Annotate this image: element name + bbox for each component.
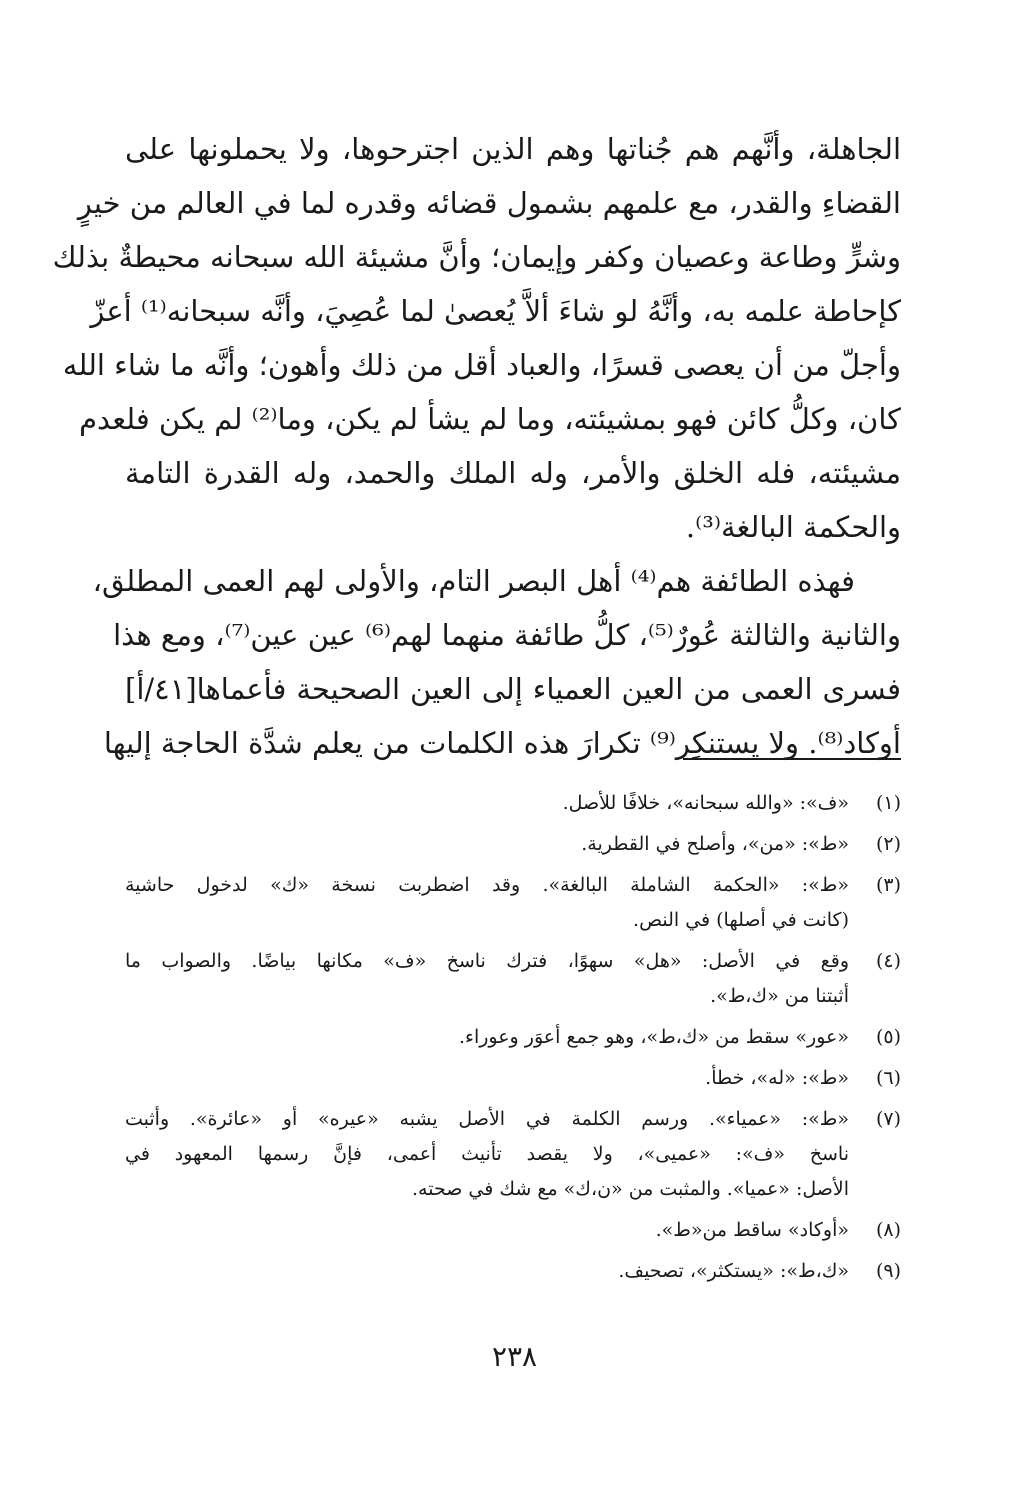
footnote	[125, 1254, 901, 1289]
footnote-line: «ط»: «عمياء». ورسم الكلمة في الأصل يشبه «عيره» أو «عائرة». وأثبت	[125, 1108, 849, 1130]
main-text-line: والحكمة البالغة⁽³⁾.	[685, 510, 901, 544]
footnote-line: الأصل: «عميا». والمثبت من «ن،ك» مع شك في صحته.	[412, 1178, 849, 1200]
footnote-text	[125, 1061, 849, 1096]
main-text-line: كان، وكلُّ كائن فهو بمشيئته، وما لم يشأ لم يكن، وما⁽²⁾ لم يكن فلعدم	[79, 402, 901, 436]
main-text	[52, 122, 901, 770]
page-number: ٢٣٨	[491, 1340, 538, 1373]
footnote-line: ناسخ «ف»: «عميى»، ولا يقصد تأنيث أعمى، فإنَّ رسمها المعهود في	[125, 1143, 849, 1165]
main-text-line: مشيئته، فله الخلق والأمر، وله الملك والحمد، وله القدرة التامة	[125, 456, 901, 490]
footnote-line: «عور» سقط من «ك،ط»، وهو جمع أعوَر وعوراء.	[458, 1026, 849, 1048]
footnote-line: «ك،ط»: «يستكثر»، تصحيف.	[618, 1260, 849, 1282]
footnote-text	[125, 1020, 849, 1055]
footnote	[125, 868, 901, 938]
footnote-text	[125, 868, 849, 938]
footnote-number: (٣)	[875, 874, 901, 896]
footnote-line: «ط»: «من»، وأصلح في القطرية.	[581, 833, 849, 855]
main-text-line: فسرى العمى من العين العمياء إلى العين الصحيحة فأعماها[٤١/أ]	[125, 672, 901, 706]
main-text-line: فهذه الطائفة هم⁽⁴⁾ أهل البصر التام، والأولى لهم العمى المطلق،	[92, 564, 855, 598]
main-text-line: وأجلّ من أن يعصى قسرًا، والعباد أقل من ذلك وأهون؛ وأنَّه ما شاء الله	[62, 348, 901, 382]
footnote-separator	[683, 758, 901, 760]
footnote-number: (٨)	[875, 1219, 901, 1241]
footnote-line: «أوكاد» ساقط من«ط».	[655, 1219, 849, 1241]
footnote-text	[125, 1213, 849, 1248]
main-text-line: القضاءِ والقدر، مع علمهم بشمول قضائه وقدره لما في العالم من خيرٍ	[77, 186, 901, 220]
footnote-number: (٦)	[875, 1067, 901, 1089]
footnotes	[125, 786, 901, 1295]
footnote-text	[125, 786, 849, 821]
footnote-number: (١)	[875, 792, 901, 814]
footnote	[125, 1102, 901, 1207]
main-text-line: والثانية والثالثة عُورٌ⁽⁵⁾، كلُّ طائفة منهما لهم⁽⁶⁾ عين عين⁽⁷⁾، ومع هذا	[113, 618, 901, 652]
footnote-line: أثبتنا من «ك،ط».	[710, 985, 849, 1007]
footnote-line: «ط»: «الحكمة الشاملة البالغة». وقد اضطربت نسخة «ك» لدخول حاشية	[125, 874, 849, 896]
footnote-number: (٤)	[875, 950, 901, 972]
footnote	[125, 786, 901, 821]
footnote-line: وقع في الأصل: «هل» سهوًا، فترك ناسخ «ف» مكانها بياضًا. والصواب ما	[125, 950, 849, 972]
main-text-line: وشرٍّ وطاعة وعصيان وكفر وإيمان؛ وأنَّ مشيئة الله سبحانه محيطةٌ بذلك	[52, 240, 901, 274]
footnote	[125, 1061, 901, 1096]
footnote-line: (كانت في أصلها) في النص.	[633, 909, 849, 931]
footnote-text	[125, 827, 849, 862]
main-text-line: الجاهلة، وأنَّهم هم جُناتها وهم الذين اجترحوها، ولا يحملونها على	[125, 132, 901, 166]
footnote-number: (٧)	[875, 1108, 901, 1130]
footnote-text	[125, 1254, 849, 1289]
footnote	[125, 944, 901, 1014]
main-text-line: أوكاد⁽⁸⁾. ولا يستنكِر⁽⁹⁾ تكرارَ هذه الكلمات من يعلم شدَّة الحاجة إليها	[103, 726, 901, 760]
footnote-number: (٢)	[875, 833, 901, 855]
footnote-number: (٥)	[875, 1026, 901, 1048]
footnote-text	[125, 944, 849, 1014]
footnote	[125, 1213, 901, 1248]
footnote	[125, 1020, 901, 1055]
footnote-text	[125, 1102, 849, 1207]
footnote-number: (٩)	[875, 1260, 901, 1282]
main-text-line: كإحاطة علمه به، وأنَّهُ لو شاءَ ألاَّ يُعصىٰ لما عُصِيَ، وأنَّه سبحانه⁽¹⁾ أعزّ	[90, 294, 901, 328]
footnote-line: «ف»: «والله سبحانه»، خلافًا للأصل.	[562, 792, 849, 814]
footnote-line: «ط»: «له»، خطأ.	[705, 1067, 849, 1089]
footnote	[125, 827, 901, 862]
